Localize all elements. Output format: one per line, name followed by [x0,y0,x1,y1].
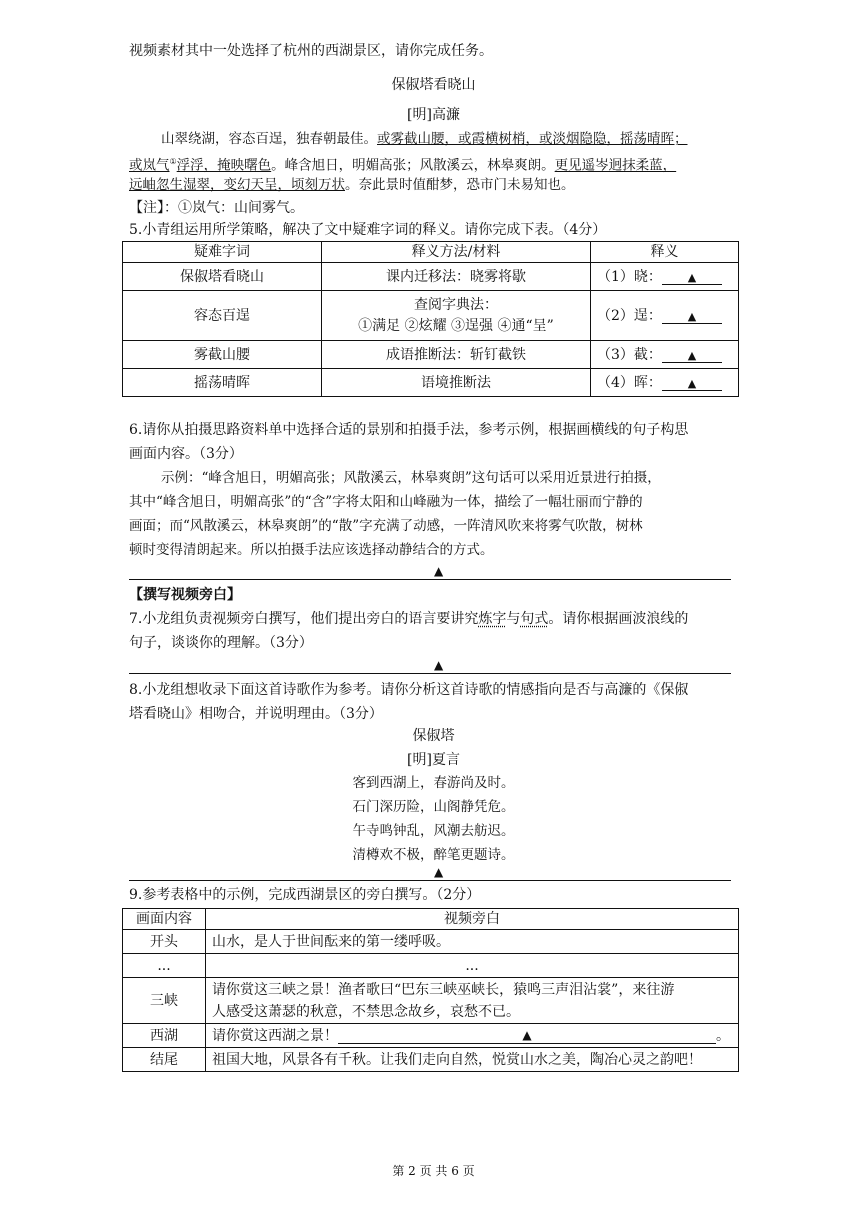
q7-answer-line[interactable] [129,673,731,674]
answer-blank[interactable]: ▲ [662,311,722,324]
table-row: 三峡 请你赏这三峡之景！渔者歌曰“巴东三峡巫峡长，猿鸣三声泪沾裳”，来往游 人感受这萧瑟的秋意，不禁思念故乡，哀愁不已。 [123,978,739,1024]
poem2-line: 清樽欢不极，醉笔更题诗。 [352,847,515,863]
q6-example-line1: 示例：“峰含旭日，明媚高张；风散溪云，林皋爽朗”这句话可以采用近景进行拍摄， [161,470,661,486]
answer-blank[interactable]: ▲ [662,350,722,363]
q8-answer-line[interactable] [129,880,731,881]
poem1-para-line2: 或岚气①浮浮，掩映曙色。峰含旭日，明媚高张；风散溪云，林皋爽朗。更见遥岑迥抹柔蓝， [129,157,677,174]
q5-header-method: 释义方法/材料 [322,242,591,263]
q8-stem-line1: 8.小龙组想收录下面这首诗歌作为参考。请你分析这首诗歌的情感指向是否与高濂的《保俶 [129,682,689,698]
q9-stem: 9.参考表格中的示例，完成西湖景区的旁白撰写。（2分） [129,887,481,903]
poem1-para-line3: 远岫忽生湿翠，变幻天呈，顷刻万状。奈此景时值酣梦，恐市门未易知也。 [129,177,575,193]
table-row: 结尾 祖国大地，风景各有千秋。让我们走向自然，悦赏山水之美，陶冶心灵之韵吧！ [123,1048,739,1072]
q8-answer-triangle: ▲ [434,865,444,879]
poem2-line: 石门深历险，山阁静凭危。 [352,799,515,815]
q6-stem-line2: 画面内容。（3分） [129,446,243,462]
q9-header-scene: 画面内容 [123,909,206,930]
q5-table [122,241,739,397]
section-heading: 【撰写视频旁白】 [129,587,241,603]
answer-blank[interactable]: ▲ [662,272,722,285]
q7-stem-line1: 7.小龙组负责视频旁白撰写，他们提出旁白的语言要讲究炼字与句式。请你根据画波浪线的 [129,611,689,627]
q9-header-text: 视频旁白 [206,909,739,930]
q8-stem-line2: 塔看晓山》相吻合，并说明理由。（3分） [129,706,383,722]
q6-answer-line[interactable] [129,579,731,580]
q6-example-line3: 画面；而“风散溪云，林皋爽朗”的“散”字充满了动感，一阵清风吹来将雾气吹散，树林 [129,518,643,534]
poem1-note: 【注】：①岚气：山间雾气。 [129,200,304,216]
table-row: 雾截山腰 成语推断法：斩钉截铁 （3）截： ▲ [123,341,739,369]
table-row: 容态百逞 查阅字典法： ①满足 ②炫耀 ③逞强 ④通“呈” （2）逞： ▲ [123,291,739,341]
west-lake-answer-blank[interactable]: ▲ [338,1027,716,1044]
underlined-sentence: 或雾截山腰，或霞横树梢，或淡烟隐隐，摇荡晴晖； [377,131,688,147]
poem1-author: [明]高濂 [407,107,460,123]
poem1-para-line1: 山翠绕湖，容态百逞，独春朝最佳。或雾截山腰，或霞横树梢，或淡烟隐隐，摇荡晴晖； [161,131,688,147]
poem2-author: [明]夏言 [407,752,460,768]
q5-header-word: 疑难字词 [123,242,322,263]
q9-table [122,908,739,1072]
poem2-title: 保俶塔 [412,728,455,744]
table-row: 西湖 请你赏这西湖之景！ ▲ 。 [123,1024,739,1048]
table-row: 摇荡晴晖 语境推断法 （4）晖： ▲ [123,369,739,397]
q6-example-line2: 其中“峰含旭日，明媚高张”的“含”字将太阳和山峰融为一体，描绘了一幅壮丽而宁静的 [129,494,643,510]
table-row: 保俶塔看晓山 课内迁移法：晓雾将歇 （1）晓： ▲ [123,263,739,291]
poem2-line: 午寺鸣钟乱，风潮去舫迟。 [352,823,515,839]
table-row: 开头 山水，是人于世间酝来的第一缕呼吸。 [123,930,739,954]
answer-blank[interactable]: ▲ [662,378,722,391]
q6-example-line4: 顿时变得清朗起来。所以拍摄手法应该选择动静结合的方式。 [129,542,494,558]
poem1-title: 保俶塔看晓山 [391,77,476,93]
table-row: ... ... [123,954,739,978]
q7-stem-line2: 句子，谈谈你的理解。（3分） [129,635,313,651]
page-footer: 第 2 页 共 6 页 [392,1164,475,1178]
poem2-line: 客到西湖上，春游尚及时。 [352,775,515,791]
q5-header-answer: 释义 [591,242,739,263]
q7-answer-triangle: ▲ [434,658,444,672]
q5-stem: 5.小青组运用所学策略，解决了文中疑难字词的释义。请你完成下表。（4分） [129,222,607,238]
q6-answer-triangle: ▲ [434,564,444,578]
intro-text: 视频素材其中一处选择了杭州的西湖景区，请你完成任务。 [129,43,493,59]
q6-stem-line1: 6.请你从拍摄思路资料单中选择合适的景别和拍摄手法，参考示例，根据画横线的句子构思 [129,422,689,438]
